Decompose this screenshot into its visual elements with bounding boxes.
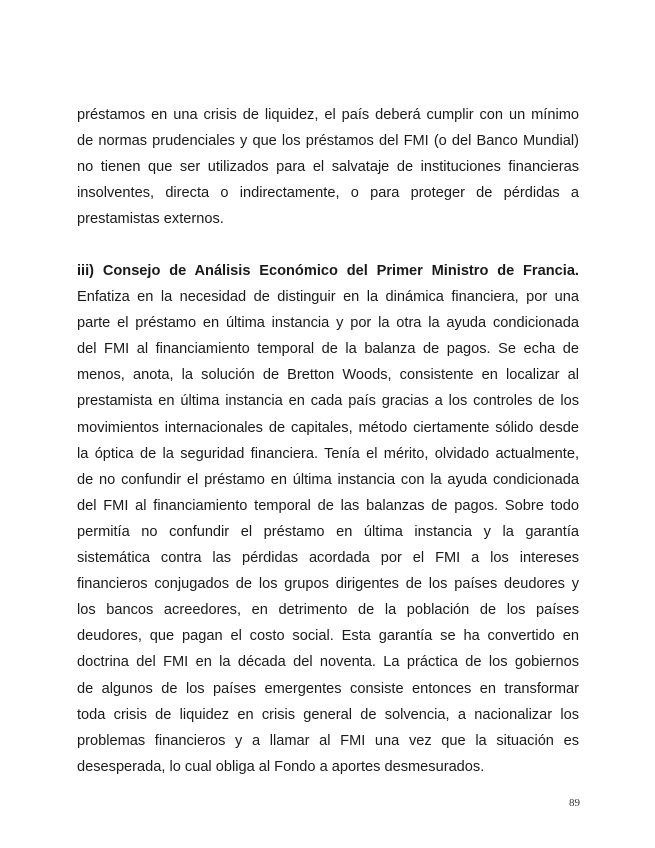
section-heading: iii) Consejo de Análisis Económico del Primer Ministro de Francia. (77, 263, 579, 279)
text-line: prestamista en última instancia en cada país gracias a los controles de los (77, 393, 579, 410)
paragraph-consejo (77, 258, 579, 780)
text-line: insolventes, directa o indirectamente, o para proteger de pérdidas a (77, 185, 579, 202)
text-line: de normas prudenciales y que los préstamos del FMI (o del Banco Mundial) (77, 133, 579, 150)
text-line: la óptica de la seguridad financiera. Tenía el mérito, olvidado actualmente, (77, 445, 579, 462)
text-line: parte el préstamo en última instancia y por la otra la ayuda condicionada (77, 315, 579, 332)
text-line: del FMI al financiamiento temporal de las balanzas de pagos. Sobre todo (77, 497, 579, 514)
text-line: deudores, que pagan el costo social. Esta garantía se ha convertido en (77, 628, 579, 645)
text-line: sistemática contra las pérdidas acordada por el FMI a los intereses (77, 550, 579, 567)
text-line: menos, anota, la solución de Bretton Woods, consistente en localizar al (77, 367, 579, 384)
text-line: permitía no confundir el préstamo en última instancia y la garantía (77, 523, 579, 540)
paragraph-continuation (77, 102, 579, 232)
text-line: financieros conjugados de los grupos dirigentes de los países deudores y (77, 576, 579, 593)
text-line: de no confundir el préstamo en última instancia con la ayuda condicionada (77, 471, 579, 488)
text-line: toda crisis de liquidez en crisis general de solvencia, a nacionalizar los (77, 706, 579, 723)
text-line: problemas financieros y a llamar al FMI una vez que la situación es (77, 732, 579, 749)
page-number: 89 (569, 797, 580, 809)
text-line: los bancos acreedores, en detrimento de la población de los países (77, 602, 579, 619)
text-line: préstamos en una crisis de liquidez, el país deberá cumplir con un mínimo (77, 107, 579, 123)
text-line: movimientos internacionales de capitales, método ciertamente sólido desde (77, 419, 579, 436)
text-line: del FMI al financiamiento temporal de la balanza de pagos. Se echa de (77, 341, 579, 358)
text-line: Enfatiza en la necesidad de distinguir en la dinámica financiera, por una (77, 289, 579, 306)
text-line: prestamistas externos. (77, 211, 224, 228)
text-line: no tienen que ser utilizados para el salvataje de instituciones financieras (77, 159, 579, 176)
text-line: de algunos de los países emergentes consiste entonces en transformar (77, 680, 579, 697)
text-line: doctrina del FMI en la década del noventa. La práctica de los gobiernos (77, 654, 579, 671)
text-line: desesperada, lo cual obliga al Fondo a aportes desmesurados. (77, 758, 485, 775)
